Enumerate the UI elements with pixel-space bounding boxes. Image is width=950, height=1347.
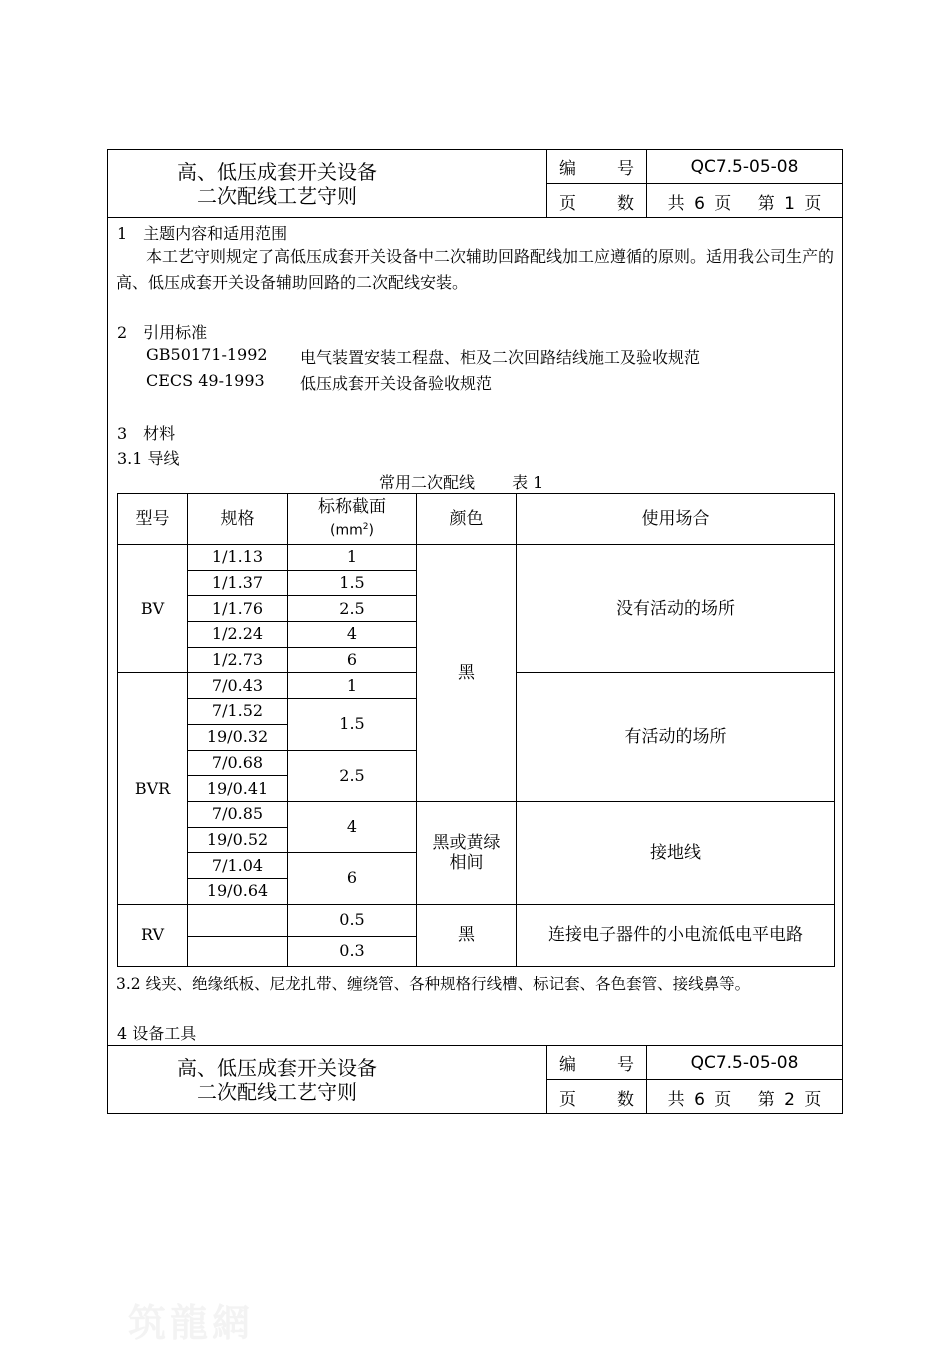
pages-label: 页 数	[547, 1080, 647, 1114]
document-title	[108, 1046, 547, 1113]
section-2-title: 2 引用标准	[117, 323, 208, 342]
spec-cell: 19/0.41	[188, 776, 288, 802]
pages-value: 共 6 页 第 1 页	[667, 193, 822, 214]
table-caption: 常用二次配线 表 1	[379, 473, 544, 492]
color-black-rv: 黑	[417, 904, 517, 966]
section-cell: 1.5	[288, 570, 417, 596]
section-1-body: 本工艺守则规定了高低压成套开关设备中二次辅助回路配线加工应遵循的原则。适用我公司生产的高、低压成套开关设备辅助回路的二次配线安装。	[116, 247, 835, 292]
title-line-2: 二次配线工艺守则	[197, 183, 357, 208]
code-value: QC7.5-05-08	[647, 150, 842, 184]
spec-cell-empty	[188, 936, 288, 966]
standard-1-code: GB50171-1992	[146, 345, 268, 364]
pages-value: 共 6 页 第 2 页	[667, 1089, 822, 1110]
usage-static: 没有活动的场所	[517, 545, 835, 673]
code-value: QC7.5-05-08	[647, 1046, 842, 1080]
section-3-2: 3.2 线夹、绝缘纸板、尼龙扎带、缠绕管、各种规格行线槽、标记套、各色套管、接线鼻等。	[116, 975, 751, 993]
section-cell: 1	[288, 545, 417, 571]
standard-2-code: CECS 49-1993	[146, 371, 265, 390]
color-ground: 黑或黄绿 相间	[417, 801, 517, 904]
spec-cell: 19/0.32	[188, 724, 288, 750]
spec-cell: 7/1.52	[188, 699, 288, 725]
spec-cell-empty	[188, 904, 288, 936]
standard-1-name: 电气装置安装工程盘、柜及二次回路结线施工及验收规范	[300, 348, 701, 367]
section-cell: 4	[288, 801, 417, 852]
usage-ground: 接地线	[517, 801, 835, 904]
section-cell: 6	[288, 647, 417, 673]
pages-label: 页 数	[547, 184, 647, 218]
header-section: 标称截面 $(mm^2)$	[288, 494, 417, 545]
section-cell: 1	[288, 673, 417, 699]
section-cell: 6	[288, 853, 417, 904]
spec-cell: 7/0.68	[188, 750, 288, 776]
spec-cell: 1/1.13	[188, 545, 288, 571]
code-label: 编 号	[547, 150, 647, 184]
table-row	[118, 904, 835, 936]
section-cell: 0.3	[288, 936, 417, 966]
spec-cell: 7/0.43	[188, 673, 288, 699]
header-color: 颜色	[417, 494, 517, 545]
section-cell: 1.5	[288, 699, 417, 750]
section-cell: 2.5	[288, 750, 417, 801]
header-usage: 使用场合	[517, 494, 835, 545]
code-label: 编 号	[547, 1046, 647, 1080]
section-4-title: 4 设备工具	[117, 1024, 197, 1043]
title-line-1: 高、低压成套开关设备	[177, 1055, 377, 1080]
model-rv: RV	[118, 904, 188, 966]
spec-cell: 7/0.85	[188, 801, 288, 827]
wire-table	[117, 493, 835, 967]
spec-cell: 1/2.73	[188, 647, 288, 673]
right-border-line	[842, 217, 843, 1046]
table-row	[118, 545, 835, 571]
model-bvr: BVR	[118, 673, 188, 904]
usage-electronic: 连接电子器件的小电流低电平电路	[517, 904, 835, 966]
header-block-page-2	[107, 1045, 843, 1114]
section-cell: 2.5	[288, 596, 417, 622]
usage-active: 有活动的场所	[517, 673, 835, 801]
title-line-2: 二次配线工艺守则	[197, 1079, 357, 1104]
section-3-1-title: 3.1 导线	[117, 449, 180, 468]
color-black: 黑	[417, 545, 517, 802]
section-cell: 4	[288, 622, 417, 648]
document-title	[108, 150, 547, 217]
title-line-1: 高、低压成套开关设备	[177, 159, 377, 184]
standard-2-name: 低压成套开关设备验收规范	[300, 374, 493, 393]
table-header-row	[118, 494, 835, 545]
spec-cell: 1/1.76	[188, 596, 288, 622]
section-3-title: 3 材料	[117, 424, 176, 443]
spec-cell: 7/1.04	[188, 853, 288, 879]
left-border-line-page-2	[107, 1113, 108, 1114]
spec-cell: 19/0.52	[188, 827, 288, 853]
header-spec: 规格	[188, 494, 288, 545]
spec-cell: 19/0.64	[188, 878, 288, 904]
section-1-title: 1 主题内容和适用范围	[117, 224, 288, 243]
header-block-page-1	[107, 149, 843, 218]
watermark: 筑龍網	[128, 1300, 255, 1345]
spec-cell: 1/1.37	[188, 570, 288, 596]
model-bv: BV	[118, 545, 188, 673]
spec-cell: 1/2.24	[188, 622, 288, 648]
section-cell: 0.5	[288, 904, 417, 936]
header-model: 型号	[118, 494, 188, 545]
table-row	[118, 801, 835, 827]
left-border-line	[107, 217, 108, 1046]
